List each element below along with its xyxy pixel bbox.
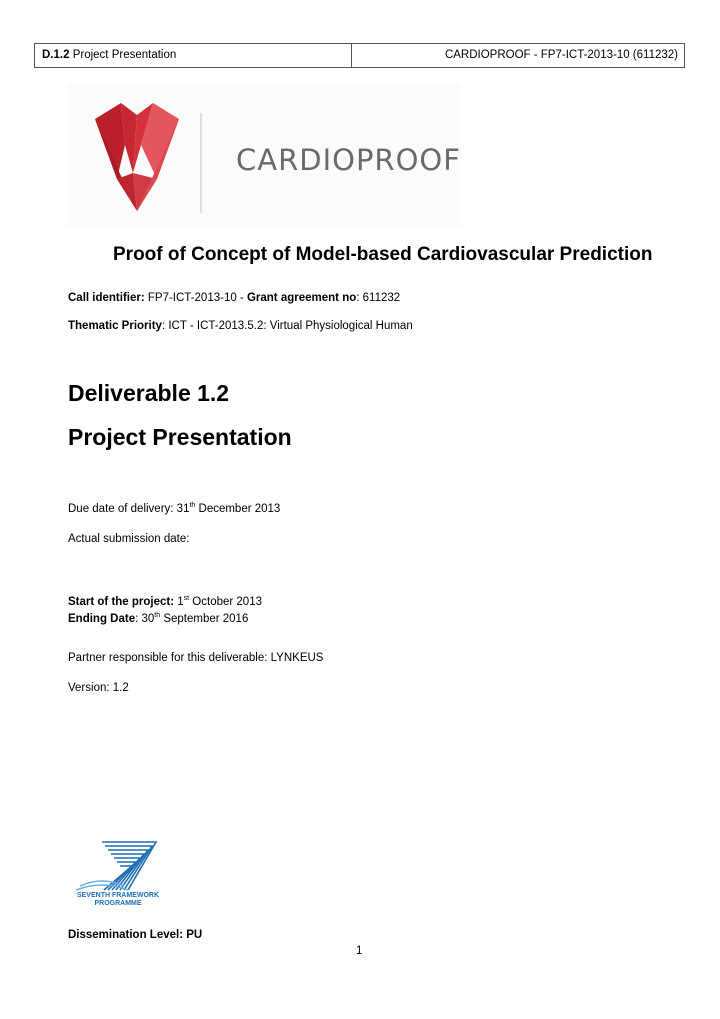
presentation-heading: Project Presentation bbox=[68, 424, 292, 450]
fp7-label-line1: SEVENTH FRAMEWORK bbox=[76, 892, 160, 899]
due-date-prefix: Due date of delivery: 31 bbox=[68, 503, 190, 515]
cardioproof-logo bbox=[67, 83, 461, 226]
document-title: Proof of Concept of Model-based Cardiovascular Prediction bbox=[113, 244, 653, 265]
call-identifier-line bbox=[68, 292, 400, 304]
ending-date-line bbox=[68, 613, 248, 625]
partner-line: Partner responsible for this deliverable: LYNKEUS bbox=[68, 652, 324, 664]
call-identifier-label: Call identifier: bbox=[68, 292, 145, 304]
ending-date-suffix: September 2016 bbox=[160, 613, 249, 625]
fp7-label-line2: PROGRAMME bbox=[94, 900, 142, 907]
dissemination-level: Dissemination Level: PU bbox=[68, 929, 203, 941]
start-date-label: Start of the project: bbox=[68, 596, 175, 608]
call-identifier-value: FP7-ICT-2013-10 - bbox=[147, 292, 244, 304]
ending-date-prefix: : 30 bbox=[135, 613, 155, 625]
header-doc-id: D.1.2 bbox=[42, 49, 70, 61]
due-date-line bbox=[68, 503, 280, 515]
logo-wordmark: CARDIOPROOF bbox=[236, 143, 461, 177]
fp7-logo bbox=[72, 840, 164, 910]
start-date-suffix: October 2013 bbox=[189, 596, 262, 608]
due-date-sup: th bbox=[189, 502, 196, 510]
ending-date-sup: th bbox=[154, 612, 161, 620]
deliverable-heading: Deliverable 1.2 bbox=[68, 380, 230, 406]
grant-value: : 611232 bbox=[356, 292, 401, 304]
ending-date-label: Ending Date bbox=[68, 613, 136, 625]
page-number: 1 bbox=[356, 945, 363, 957]
grant-label: Grant agreement no bbox=[246, 292, 357, 304]
start-date-prefix: 1 bbox=[174, 596, 184, 608]
actual-submission-line: Actual submission date: bbox=[68, 533, 190, 545]
header-doc-title: Project Presentation bbox=[72, 49, 177, 61]
version-line: Version: 1.2 bbox=[68, 682, 129, 694]
due-date-suffix: December 2013 bbox=[195, 503, 281, 515]
thematic-priority-label: Thematic Priority bbox=[68, 320, 162, 332]
start-date-sup: st bbox=[183, 595, 190, 603]
thematic-priority-line bbox=[68, 320, 413, 332]
header-left-cell bbox=[35, 44, 352, 67]
page-header bbox=[34, 43, 685, 68]
start-date-line bbox=[68, 596, 262, 608]
fp7-seven-icon bbox=[72, 840, 164, 892]
header-right-cell: CARDIOPROOF - FP7-ICT-2013-10 (611232) bbox=[444, 49, 678, 61]
thematic-priority-value: : ICT - ICT-2013.5.2: Virtual Physiological Human bbox=[161, 320, 413, 332]
